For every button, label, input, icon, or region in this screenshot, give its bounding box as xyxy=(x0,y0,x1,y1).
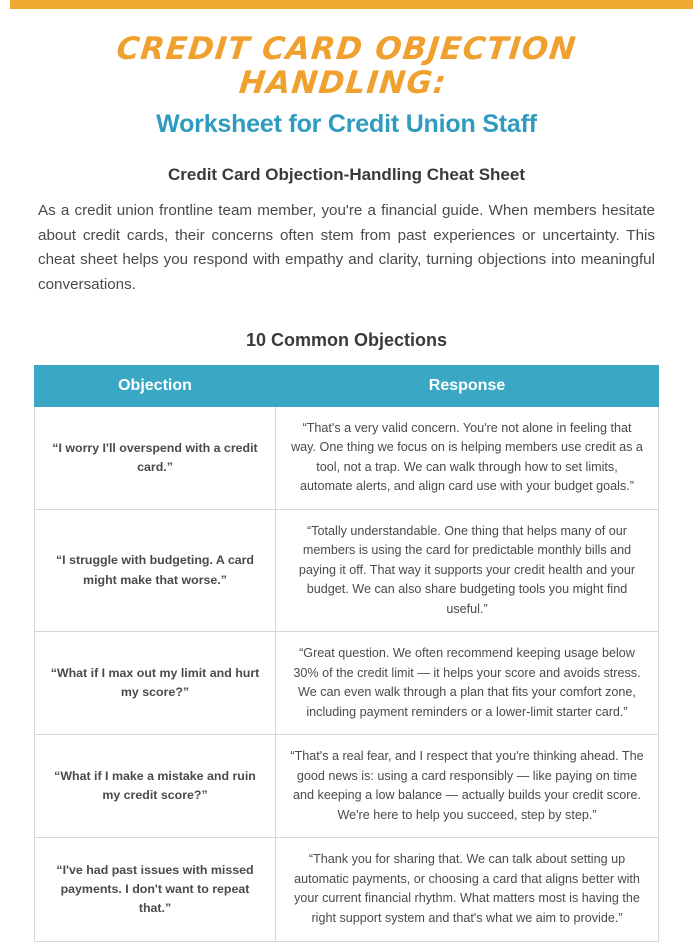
objection-cell: “What if I make a mistake and ruin my credit score?” xyxy=(35,735,276,838)
response-cell: “Great question. We often recommend keeping usage below 30% of the credit limit — it helps your score and avoids stress. We can even walk through a plan that fits your comfort zone, including payment reminders or a lower-limit starter card.” xyxy=(276,632,659,735)
section-heading: Credit Card Objection-Handling Cheat Sheet xyxy=(167,165,526,185)
objection-cell: “I've had past issues with missed payments. I don't want to repeat that.” xyxy=(35,838,276,941)
table-row xyxy=(35,838,659,941)
table-header-objection: Objection xyxy=(35,365,276,406)
objection-cell: “What if I max out my limit and hurt my score?” xyxy=(35,632,276,735)
objections-heading: 10 Common Objections xyxy=(245,329,448,350)
table-header-row xyxy=(35,365,659,406)
response-cell: “Totally understandable. One thing that helps many of our members is using the card for predictable monthly bills and paying it off. That way it supports your credit health and your budget. We can also share budgeting tools you might find useful.” xyxy=(276,509,659,632)
table-row xyxy=(35,406,659,509)
table-row xyxy=(35,632,659,735)
table-body xyxy=(35,406,659,941)
table-row xyxy=(35,509,659,632)
top-accent-bar-gap xyxy=(0,0,10,9)
response-cell: “That's a very valid concern. You're not alone in feeling that way. One thing we focus on is helping members use credit as a tool, not a trap. We can walk through how to set limits, automate alerts, and align card use with your budget goals.” xyxy=(276,406,659,509)
response-cell: “That's a real fear, and I respect that you're thinking ahead. The good news is: using a card responsibly — like paying on time and keeping a low balance — actually builds your credit score. We're here to help you succeed, step by step.” xyxy=(276,735,659,838)
table-header-response: Response xyxy=(276,365,659,406)
objection-cell: “I struggle with budgeting. A card might make that worse.” xyxy=(35,509,276,632)
objection-cell: “I worry I'll overspend with a credit card.” xyxy=(35,406,276,509)
table-header xyxy=(35,365,659,406)
intro-paragraph: As a credit union frontline team member, you're a financial guide. When members hesitate about credit cards, their concerns often stem from past experiences or uncertainty. This cheat sheet helps you respond with empathy and clarity, turning objections into meaningful conversations. xyxy=(38,202,655,294)
table-row xyxy=(35,735,659,838)
objections-table xyxy=(34,365,659,942)
page-title-script: CREDIT CARD OBJECTION HANDLING: xyxy=(114,31,579,102)
response-cell: “Thank you for sharing that. We can talk about setting up automatic payments, or choosing a card that aligns better with your current financial rhythm. What matters most is having the right support system and that's what we aim to provide.” xyxy=(276,838,659,941)
page-title-subtitle: Worksheet for Credit Union Staff xyxy=(156,110,537,139)
